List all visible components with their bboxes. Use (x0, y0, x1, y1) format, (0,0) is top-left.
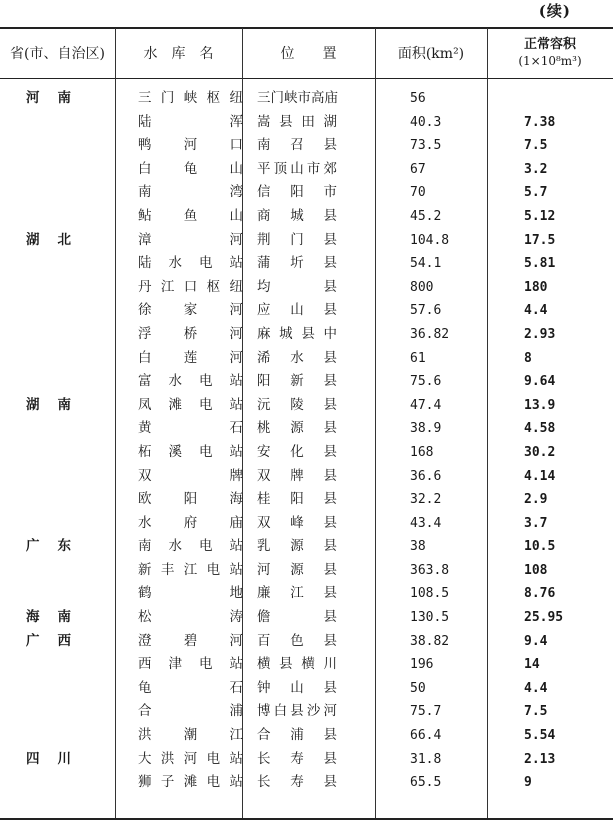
reservoir-name-cell: 欧阳海 (138, 491, 243, 508)
header-area: 面积(km²) (397, 46, 465, 62)
table-row (0, 771, 613, 795)
header-rule (0, 78, 613, 79)
location-cell: 平顶山市郊 (257, 160, 337, 177)
location-cell: 蒲圻县 (257, 255, 337, 272)
location-cell: 均县 (257, 278, 337, 295)
volume-cell: 5.54 (524, 728, 556, 744)
location-cell: 信阳市 (257, 184, 337, 201)
location-cell: 安化县 (257, 443, 337, 460)
area-cell: 38.9 (410, 421, 442, 437)
volume-cell: 9 (524, 775, 532, 791)
table-row (0, 134, 613, 158)
province-cell (26, 488, 96, 512)
volume-cell: 5.81 (524, 256, 556, 272)
reservoir-name-cell: 陆浑 (138, 113, 243, 130)
reservoir-name-cell: 三门峡枢纽 (138, 90, 243, 106)
reservoir-name-cell: 白莲河 (138, 349, 243, 366)
volume-cell: 2.13 (524, 751, 556, 767)
reservoir-name-cell: 柘溪电站 (138, 443, 243, 460)
province-cell (26, 299, 96, 323)
volume-cell: 4.4 (524, 303, 548, 319)
table-row (0, 653, 613, 677)
area-cell: 38.82 (410, 633, 450, 649)
province-cell (26, 417, 96, 441)
volume-cell: 25.95 (524, 610, 564, 626)
table-row (0, 276, 613, 300)
location-cell: 沅陵县 (257, 396, 337, 413)
province-cell (26, 700, 96, 724)
table-row (0, 724, 613, 748)
header-volume-unit: (1×10⁸m³) (518, 54, 582, 68)
volume-cell: 10.5 (524, 539, 556, 555)
province-cell (26, 512, 96, 536)
reservoir-name-cell: 南水电站 (138, 538, 243, 555)
reservoir-name-cell: 双牌 (138, 467, 243, 484)
table-row (0, 111, 613, 135)
area-cell: 47.4 (410, 397, 442, 413)
area-cell: 70 (410, 185, 426, 201)
reservoir-name-cell: 新丰江电站 (138, 561, 243, 578)
header-province: 省(市、自治区) (10, 46, 105, 62)
location-cell: 乳源县 (257, 538, 337, 555)
table-row (0, 252, 613, 276)
table-row (0, 417, 613, 441)
location-cell: 南召县 (257, 137, 337, 154)
table-row (0, 748, 613, 772)
header-volume (487, 28, 613, 78)
province-cell (26, 370, 96, 394)
province-cell (26, 347, 96, 371)
province-cell (26, 181, 96, 205)
volume-cell: 180 (524, 279, 548, 295)
volume-cell (524, 87, 594, 111)
area-cell: 168 (410, 444, 434, 460)
location-cell: 桂阳县 (257, 491, 337, 508)
location-cell: 河源县 (257, 561, 337, 578)
location-cell: 荆门县 (257, 231, 337, 248)
location-cell: 儋县 (257, 609, 337, 626)
province-cell (26, 134, 96, 158)
area-cell: 32.2 (410, 492, 442, 508)
volume-cell: 14 (524, 657, 540, 673)
volume-cell: 4.58 (524, 421, 556, 437)
area-cell: 363.8 (410, 562, 450, 578)
location-cell: 嵩县田湖 (257, 113, 337, 130)
area-cell: 57.6 (410, 303, 442, 319)
location-cell: 桃源县 (257, 420, 337, 437)
header-volume-label: 正常容积 (523, 37, 576, 52)
volume-cell: 4.14 (524, 468, 556, 484)
volume-cell: 2.9 (524, 492, 548, 508)
reservoir-name-cell: 鲇鱼山 (138, 207, 243, 224)
area-cell: 45.2 (410, 208, 442, 224)
area-cell: 66.4 (410, 728, 442, 744)
table-row (0, 205, 613, 229)
reservoir-name-cell: 水府庙 (138, 514, 243, 531)
location-cell: 双牌县 (257, 467, 337, 484)
reservoir-name-cell: 澄碧河 (138, 632, 243, 649)
location-cell: 商城县 (257, 207, 337, 224)
reservoir-name-cell: 黄石 (138, 420, 243, 437)
province-cell (26, 465, 96, 489)
area-cell: 75.7 (410, 704, 442, 720)
table-row (0, 158, 613, 182)
location-cell: 麻城县中 (257, 325, 337, 342)
location-cell: 阳新县 (257, 373, 337, 390)
volume-cell: 9.4 (524, 633, 548, 649)
table-bottom-rule (0, 818, 613, 820)
area-cell: 40.3 (410, 114, 442, 130)
reservoir-name-cell: 漳河 (138, 231, 243, 248)
volume-cell: 2.93 (524, 326, 556, 342)
table-row (0, 677, 613, 701)
province-cell: 广西 (26, 632, 89, 649)
location-cell: 廉江县 (257, 585, 337, 602)
table-row (0, 535, 613, 559)
table-row (0, 512, 613, 536)
table-row (0, 465, 613, 489)
province-cell (26, 582, 96, 606)
area-cell: 43.4 (410, 515, 442, 531)
table-row (0, 582, 613, 606)
volume-cell: 13.9 (524, 397, 556, 413)
reservoir-name-cell: 南湾 (138, 184, 243, 201)
province-cell (26, 158, 96, 182)
area-cell: 54.1 (410, 256, 442, 272)
area-cell: 50 (410, 680, 426, 696)
volume-cell: 4.4 (524, 680, 548, 696)
reservoir-name-cell: 鹤地 (138, 585, 243, 602)
volume-cell: 3.7 (524, 515, 548, 531)
location-cell: 长寿县 (257, 750, 337, 767)
reservoir-name-cell: 陆水电站 (138, 255, 243, 272)
province-cell (26, 724, 96, 748)
area-cell: 75.6 (410, 374, 442, 390)
table-row (0, 630, 613, 654)
location-cell: 合浦县 (257, 727, 337, 744)
reservoir-name-cell: 龟石 (138, 679, 243, 696)
area-cell: 38 (410, 539, 426, 555)
reservoir-table (0, 87, 613, 795)
table-row (0, 181, 613, 205)
area-cell: 108.5 (410, 586, 450, 602)
province-cell (26, 323, 96, 347)
reservoir-name-cell: 浮桥河 (138, 325, 243, 342)
province-cell: 河南 (26, 90, 89, 106)
province-cell: 四川 (26, 750, 89, 767)
reservoir-name-cell: 大洪河电站 (138, 750, 243, 767)
location-cell: 应山县 (257, 302, 337, 319)
volume-cell: 8.76 (524, 586, 556, 602)
header-reservoir-name: 水 库 名 (143, 46, 214, 62)
reservoir-name-cell: 富水电站 (138, 373, 243, 390)
area-cell: 56 (410, 91, 426, 106)
continued-label: (续) (538, 2, 571, 20)
table-row (0, 606, 613, 630)
table-row (0, 370, 613, 394)
province-cell (26, 677, 96, 701)
reservoir-name-cell: 松涛 (138, 609, 243, 626)
header-location: 位 置 (280, 46, 337, 62)
province-cell (26, 205, 96, 229)
table-row (0, 299, 613, 323)
location-cell: 长寿县 (257, 774, 337, 791)
volume-cell: 5.7 (524, 185, 548, 201)
table-row (0, 323, 613, 347)
volume-cell: 108 (524, 562, 548, 578)
province-cell: 海南 (26, 609, 89, 626)
location-cell: 双峰县 (257, 514, 337, 531)
table-row (0, 700, 613, 724)
volume-cell: 7.5 (524, 138, 548, 154)
table-row (0, 87, 613, 111)
province-cell (26, 111, 96, 135)
reservoir-name-cell: 狮子滩电站 (138, 774, 243, 791)
area-cell: 36.82 (410, 326, 450, 342)
location-cell: 百色县 (257, 632, 337, 649)
reservoir-name-cell: 合浦 (138, 703, 243, 720)
volume-cell: 7.5 (524, 704, 548, 720)
location-cell: 横县横川 (257, 656, 337, 673)
reservoir-name-cell: 丹江口枢纽 (138, 278, 243, 295)
area-cell: 73.5 (410, 138, 442, 154)
area-cell: 800 (410, 279, 434, 295)
area-cell: 130.5 (410, 610, 450, 626)
table-row (0, 394, 613, 418)
reservoir-name-cell: 鸭河口 (138, 137, 243, 154)
area-cell: 61 (410, 350, 426, 366)
reservoir-name-cell: 洪潮江 (138, 727, 243, 744)
table-row (0, 229, 613, 253)
table-row (0, 488, 613, 512)
reservoir-name-cell: 白龟山 (138, 160, 243, 177)
area-cell: 36.6 (410, 468, 442, 484)
area-cell: 65.5 (410, 775, 442, 791)
area-cell: 31.8 (410, 751, 442, 767)
area-cell: 67 (410, 161, 426, 177)
volume-cell: 9.64 (524, 374, 556, 390)
volume-cell: 17.5 (524, 232, 556, 248)
province-cell: 广东 (26, 538, 89, 555)
volume-cell: 3.2 (524, 161, 548, 177)
province-cell (26, 276, 96, 300)
province-cell (26, 653, 96, 677)
location-cell: 钟山县 (257, 679, 337, 696)
province-cell: 湖南 (26, 396, 89, 413)
location-cell: 浠水县 (257, 349, 337, 366)
volume-cell: 8 (524, 350, 532, 366)
area-cell: 196 (410, 657, 434, 673)
location-cell: 三门峡市高庙 (257, 90, 338, 106)
location-cell: 博白县沙河 (257, 703, 337, 720)
province-cell (26, 559, 96, 583)
volume-cell: 5.12 (524, 208, 556, 224)
reservoir-name-cell: 徐家河 (138, 302, 243, 319)
volume-cell: 30.2 (524, 444, 556, 460)
table-row (0, 441, 613, 465)
table-row (0, 347, 613, 371)
reservoir-name-cell: 西津电站 (138, 656, 243, 673)
volume-cell: 7.38 (524, 114, 556, 130)
province-cell: 湖北 (26, 231, 89, 248)
reservoir-name-cell: 凤滩电站 (138, 396, 243, 413)
province-cell (26, 771, 96, 795)
area-cell: 104.8 (410, 232, 450, 248)
province-cell (26, 441, 96, 465)
table-row (0, 559, 613, 583)
province-cell (26, 252, 96, 276)
